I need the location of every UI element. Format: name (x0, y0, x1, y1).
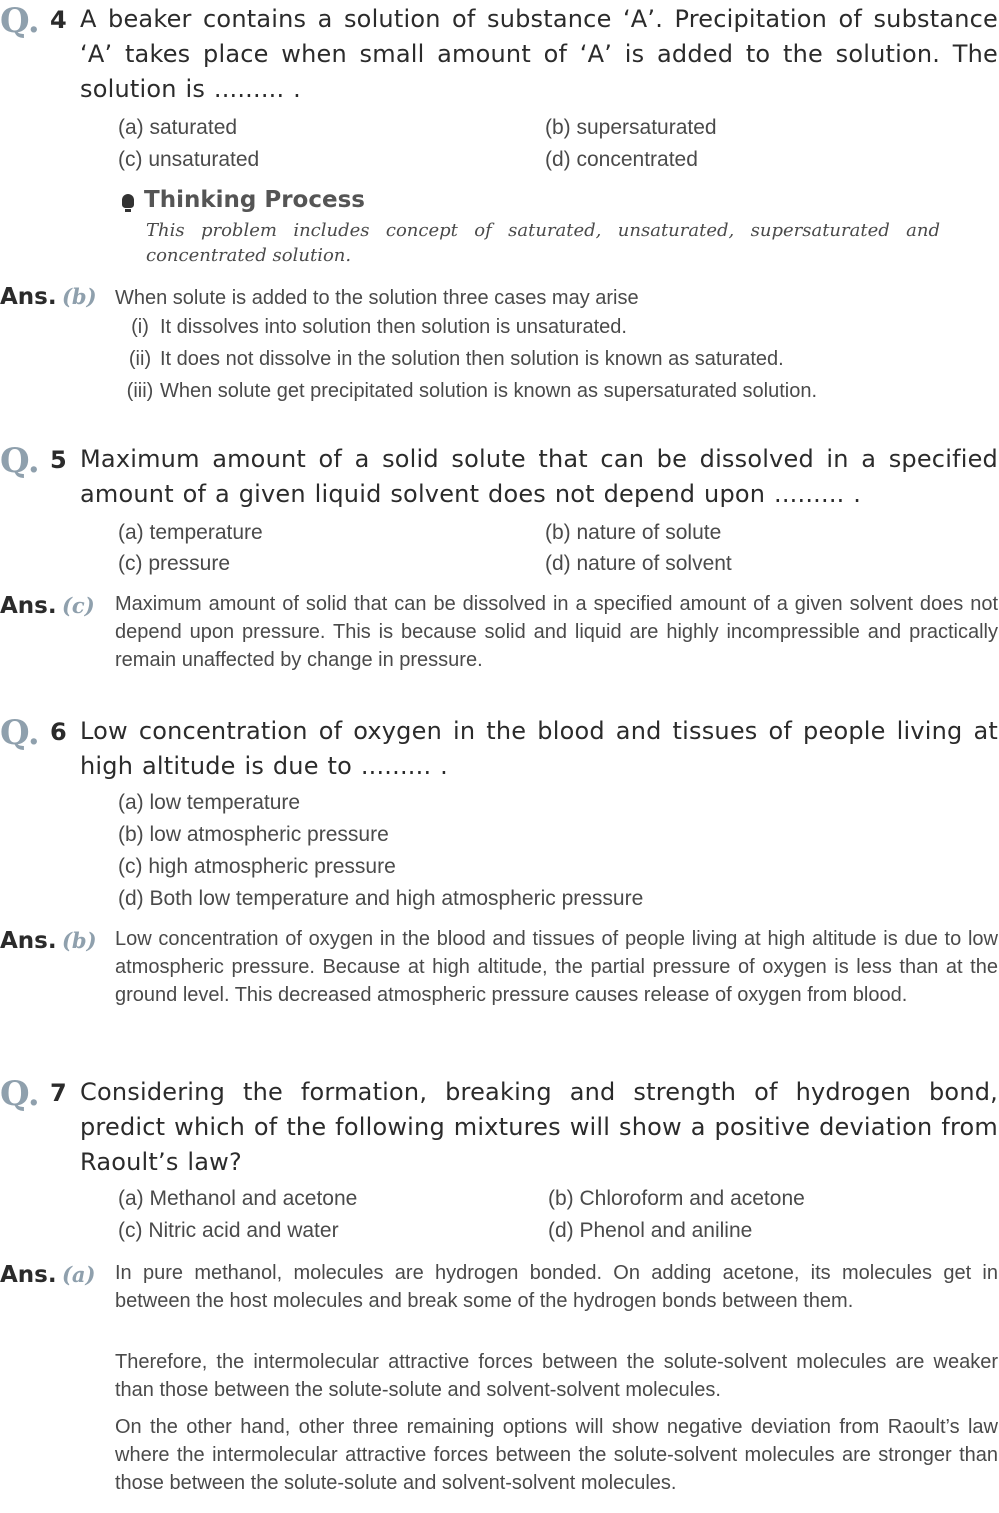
answer-item (120, 380, 817, 403)
question-text: Maximum amount of a solid solute that can be dissolved in a specified amount of a given liquid solvent does not depend upon ......... . (80, 445, 998, 508)
option-a: (a) low temperature (118, 791, 301, 814)
option-d: (d) nature of solvent (545, 552, 732, 575)
thinking-process-title (122, 187, 365, 213)
answer-paragraph: Therefore, the intermolecular attractive forces between the solute-solvent molecules are weaker than those between the solute-solute and solvent-solvent molecules. (115, 1351, 998, 1401)
thinking-process-label: Thinking Process (144, 187, 365, 213)
answer-key: (b) (62, 284, 97, 309)
answer-item-number: (i) (131, 316, 149, 338)
option-a: (a) temperature (118, 521, 263, 544)
answer-item-text: It dissolves into solution then solution is unsaturated. (160, 316, 627, 338)
answer-key: (c) (62, 593, 95, 618)
question-number: 4 (50, 6, 67, 34)
question-number: 7 (50, 1079, 67, 1107)
question-number: 6 (50, 718, 67, 746)
question-marker: Q. (0, 1, 40, 41)
answer-label: Ans. (0, 1262, 57, 1288)
answer-key: (a) (62, 1262, 96, 1287)
question-marker: Q. (0, 713, 40, 753)
question-text: A beaker contains a solution of substance ‘A’. Precipitation of substance ‘A’ takes place when small amount of ‘A’ is added to the solution. The solution is ......... . (80, 5, 998, 103)
option-a: (a) Methanol and acetone (118, 1187, 358, 1210)
option-b: (b) low atmospheric pressure (118, 823, 389, 846)
question-number: 5 (50, 446, 67, 474)
option-c: (c) Nitric acid and water (118, 1219, 339, 1242)
option-c: (c) pressure (118, 552, 231, 575)
question-text: Low concentration of oxygen in the blood and tissues of people living at high altitude is due to ......... . (80, 717, 998, 780)
answer-text: When solute is added to the solution three cases may arise (115, 287, 639, 309)
option-b: (b) Chloroform and acetone (548, 1187, 805, 1210)
answer-paragraph: In pure methanol, molecules are hydrogen bonded. On adding acetone, its molecules get in between the host molecules and break some of the hydrogen bonds between them. (115, 1262, 998, 1312)
option-b: (b) nature of solute (545, 521, 722, 544)
answer-text: Low concentration of oxygen in the blood and tissues of people living at high altitude is due to low atmospheric pressure. Because at high altitude, the partial pressure of oxygen is less than at the ground level. This decreased atmospheric pressure causes release of oxygen from blood. (115, 928, 998, 1006)
option-c: (c) unsaturated (118, 148, 260, 171)
answer-label: Ans. (0, 593, 57, 619)
option-d: (d) concentrated (545, 148, 698, 171)
option-d: (d) Both low temperature and high atmospheric pressure (118, 887, 644, 910)
option-c: (c) high atmospheric pressure (118, 855, 396, 878)
option-a: (a) saturated (118, 116, 238, 139)
answer-label: Ans. (0, 284, 57, 310)
answer-item (120, 348, 784, 371)
option-b: (b) supersaturated (545, 116, 717, 139)
answer-item-number: (ii) (128, 348, 152, 370)
question-marker: Q. (0, 441, 40, 481)
option-d: (d) Phenol and aniline (548, 1219, 753, 1242)
lightbulb-icon (122, 194, 134, 208)
answer-item (120, 316, 627, 339)
question-marker: Q. (0, 1074, 40, 1114)
answer-label: Ans. (0, 928, 57, 954)
answer-paragraph: On the other hand, other three remaining options will show negative deviation from Raoult’s law where the intermolecular attractive forces between the solute-solvent molecules are stronger than those between the solute-solute and solvent-solvent molecules. (115, 1416, 998, 1494)
question-text: Considering the formation, breaking and strength of hydrogen bond, predict which of the following mixtures will show a positive deviation from Raoult’s law? (80, 1078, 998, 1176)
answer-text: Maximum amount of solid that can be dissolved in a specified amount of a given solvent does not depend upon pressure. This is because solid and liquid are highly incompressible and practically remain unaffected by change in pressure. (115, 593, 998, 671)
thinking-process-text: This problem includes concept of saturated, unsaturated, supersaturated and concentrated solution. (146, 220, 940, 266)
answer-key: (b) (62, 928, 97, 953)
answer-item-text: It does not dissolve in the solution then solution is known as saturated. (160, 348, 784, 370)
answer-item-text: When solute get precipitated solution is known as supersaturated solution. (160, 380, 818, 402)
answer-item-number: (iii) (126, 380, 154, 402)
